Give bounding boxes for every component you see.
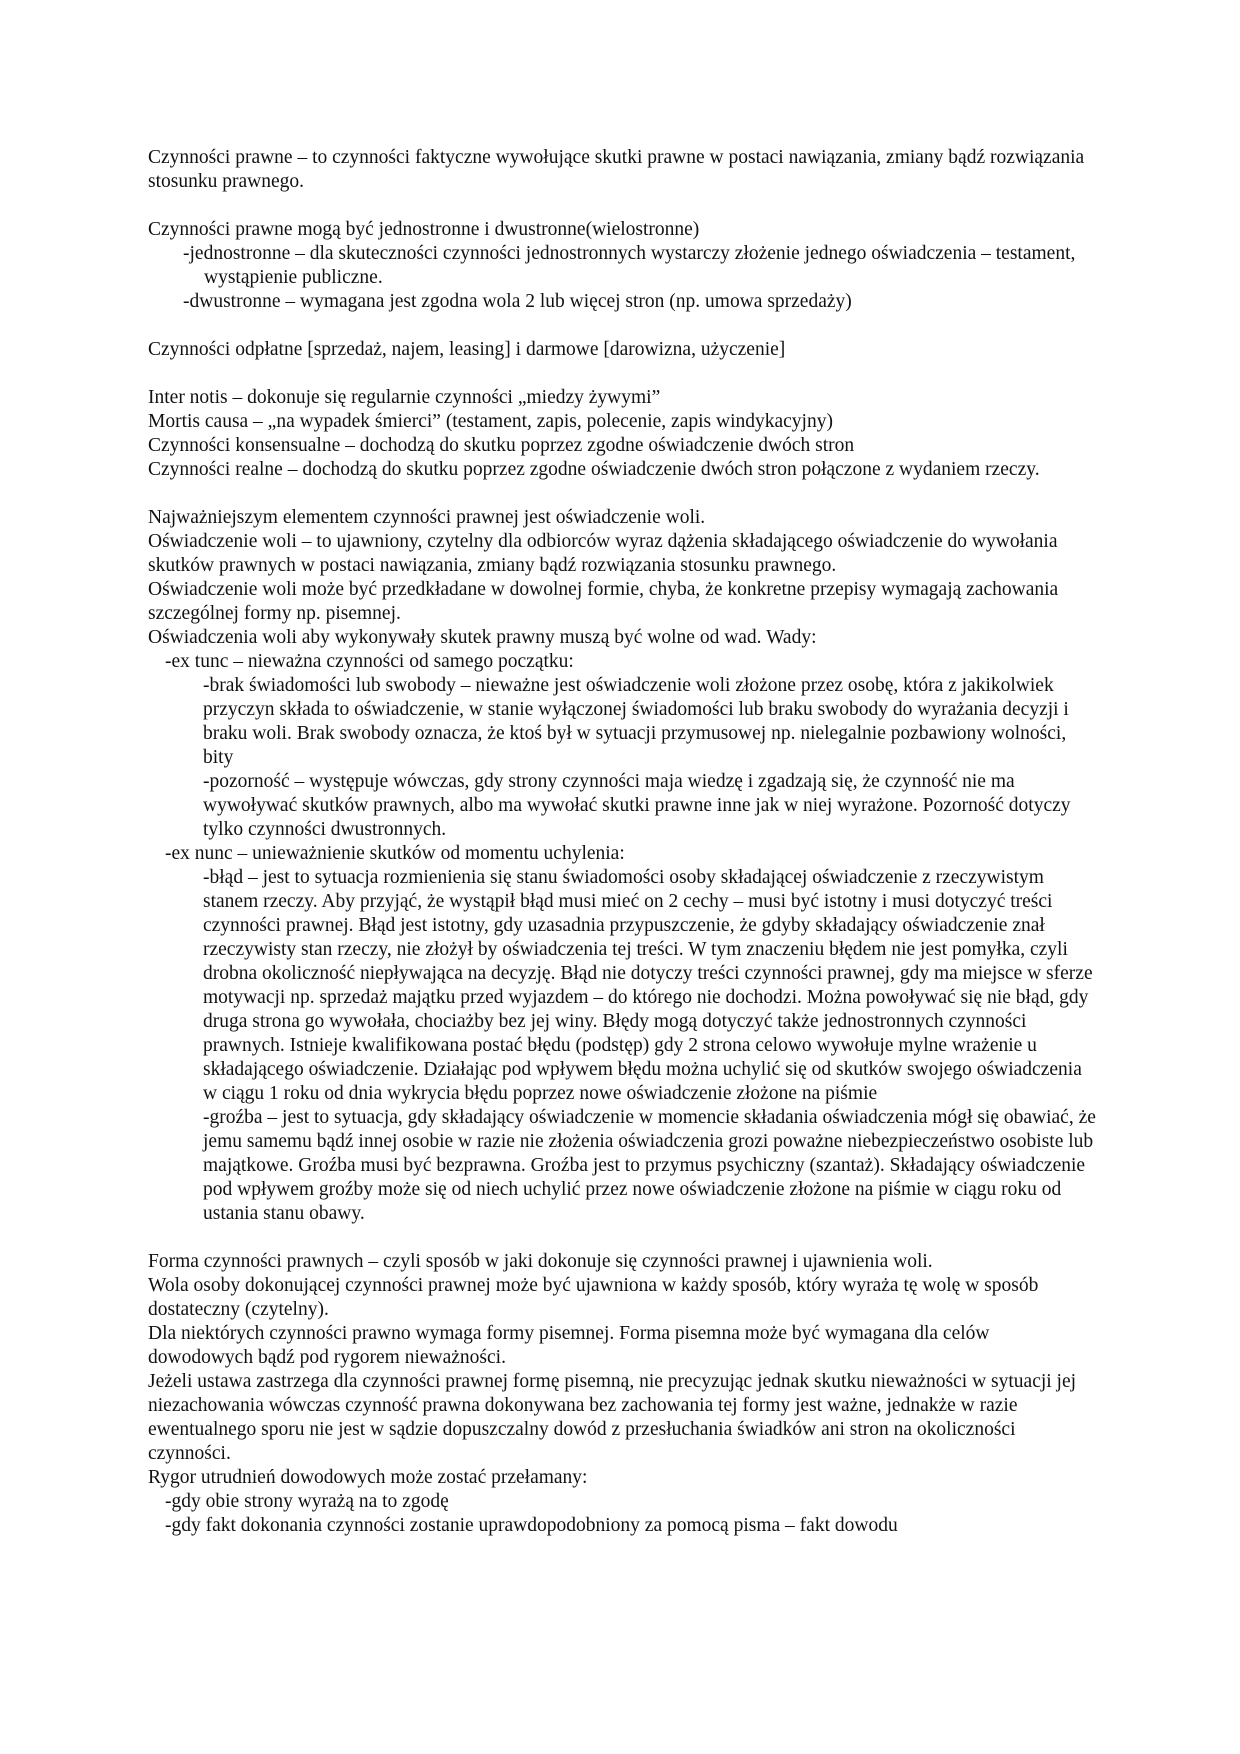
spacer bbox=[148, 314, 1098, 338]
line-forma-czynnosci: Forma czynności prawnych – czyli sposób w jaki dokonuje się czynności prawnej i ujawnienia woli. bbox=[148, 1251, 933, 1272]
line-wola-osoby: Wola osoby dokonującej czynności prawnej może być ujawniona w każdy sposób, który wyraża tę wolę w sposób dostateczny (czytelny). bbox=[148, 1275, 1039, 1320]
list-item-grozba: -groźba – jest to sytuacja, gdy składający oświadczenie w momencie składania oświadczenia mógł się obawiać, że jemu samemu bądź innej osobie w razie nie złożenia oświadczenia grozi poważne niebezpieczeństwo osobiste lub majątkowe. Groźba musi być bezprawna. Groźba jest to przymus psychiczny (szantaż). Składający oświadczenie pod wpływem groźby może się od niech uchylić przez nowe oświadczenie złożone na piśmie w ciągu roku od ustania stanu obawy. bbox=[203, 1107, 1096, 1224]
spacer bbox=[148, 194, 1098, 218]
document-page bbox=[148, 146, 1098, 1538]
list-item-blad: -błąd – jest to sytuacja rozmienienia się stanu świadomości osoby składającej oświadczenie z rzeczywistym stanem rzeczy. Aby przyjąć, że wystąpił błąd musi mieć on 2 cechy – musi być istotny i musi dotyczyć treści czynności prawnej. Błąd jest istotny, gdy uzasadnia przypuszczenie, że gdyby składający oświadczenie znał rzeczywisty stan rzeczy, nie złożył by oświadczenia tej treści. W tym znaczeniu błędem nie jest pomyłka, czyli drobna okoliczność niepływająca na decyzję. Błąd nie dotyczy treści czynności prawnej, gdy ma miejsce w sferze motywacji np. sprzedaż majątku przed wyjazdem – do którego nie dochodzi. Można powoływać się nie błąd, gdy druga strona go wywołała, chociażby bez jej winy. Błędy mogą dotyczyć także jednostronnych czynności prawnych. Istnieje kwalifikowana postać błędu (podstęp) gdy 2 strona celowo wywołuje mylne wrażenie u składającego oświadczenie. Działając pod wpływem błędu można uchylić się od skutków swojego oświadczenia w ciągu 1 roku od dnia wykrycia błędu poprzez nowe oświadczenie złożone na piśmie bbox=[203, 867, 1093, 1104]
paragraph-types-title: Czynności prawne mogą być jednostronne i dwustronne(wielostronne) bbox=[148, 219, 700, 240]
line-najwazniejszy: Najważniejszym elementem czynności prawnej jest oświadczenie woli. bbox=[148, 507, 706, 528]
spacer bbox=[148, 1226, 1098, 1250]
list-item-jednostronne: -jednostronne – dla skuteczności czynności jednostronnych wystarczy złożenie jednego oświadczenia – testament, wystąpienie publiczne. bbox=[183, 243, 1076, 288]
line-rygor: Rygor utrudnień dowodowych może zostać przełamany: bbox=[148, 1467, 588, 1488]
list-item-pozornosc: -pozorność – występuje wówczas, gdy strony czynności maja wiedzę i zgadzają się, że czynność nie ma wywoływać skutków prawnych, albo ma wywołać skutki prawne inne jak w niej wyrażone. Pozorność dotyczy tylko czynności dwustronnych. bbox=[203, 771, 1071, 840]
line-inter-notis: Inter notis – dokonuje się regularnie czynności „miedzy żywymi” bbox=[148, 387, 661, 408]
list-item-zgoda: -gdy obie strony wyrażą na to zgodę bbox=[165, 1491, 449, 1512]
spacer bbox=[148, 362, 1098, 386]
list-item-pismo: -gdy fakt dokonania czynności zostanie uprawdopodobniony za pomocą pisma – fakt dowodu bbox=[165, 1515, 898, 1536]
list-item-brak-swiadomosci: -brak świadomości lub swobody – nieważne jest oświadczenie woli złożone przez osobę, która z jakikolwiek przyczyn składa to oświadczenie, w stanie wyłączonej świadomości lub braku swobody do wyrażania decyzji i braku woli. Brak swobody oznacza, że ktoś był w sytuacji przymusowej np. nielegalnie pozbawiony wolności, bity bbox=[203, 675, 1069, 768]
paragraph-odplatne: Czynności odpłatne [sprzedaż, najem, leasing] i darmowe [darowizna, użyczenie] bbox=[148, 339, 786, 360]
list-item-ex-nunc: -ex nunc – unieważnienie skutków od momentu uchylenia: bbox=[165, 843, 625, 864]
line-konsensualne: Czynności konsensualne – dochodzą do skutku poprzez zgodne oświadczenie dwóch stron bbox=[148, 435, 855, 456]
paragraph-definition: Czynności prawne – to czynności faktyczne wywołujące skutki prawne w postaci nawiązania, zmiany bądź rozwiązania stosunku prawnego. bbox=[148, 147, 1085, 192]
line-forma-dowolna: Oświadczenie woli może być przedkładane w dowolnej formie, chyba, że konkretne przepisy wymagają zachowania szczególnej formy np. pisemnej. bbox=[148, 579, 1059, 624]
line-ustawa-zastrzega: Jeżeli ustawa zastrzega dla czynności prawnej formę pisemną, nie precyzując jednak skutku nieważności w sytuacji jej niezachowania wówczas czynność prawna dokonywana bez zachowania tej formy jest ważne, jednakże w razie ewentualnego sporu nie jest w sądzie dopuszczalny dowód z przesłuchania świadków ani stron na okoliczności czynności. bbox=[148, 1371, 1077, 1464]
line-oswiadczenie-woli: Oświadczenie woli – to ujawniony, czytelny dla odbiorców wyraz dążenia składającego oświadczenie do wywołania skutków prawnych w postaci nawiązania, zmiany bądź rozwiązania stosunku prawnego. bbox=[148, 531, 1058, 576]
spacer bbox=[148, 482, 1098, 506]
list-item-dwustronne: -dwustronne – wymagana jest zgodna wola 2 lub więcej stron (np. umowa sprzedaży) bbox=[183, 291, 852, 312]
line-forma-pisemna: Dla niektórych czynności prawno wymaga formy pisemnej. Forma pisemna może być wymagana dla celów dowodowych bądź pod rygorem nieważności. bbox=[148, 1323, 990, 1368]
list-item-ex-tunc: -ex tunc – nieważna czynności od samego początku: bbox=[165, 651, 574, 672]
line-realne: Czynności realne – dochodzą do skutku poprzez zgodne oświadczenie dwóch stron połączone z wydaniem rzeczy. bbox=[148, 459, 1040, 480]
line-mortis-causa: Mortis causa – „na wypadek śmierci” (testament, zapis, polecenie, zapis windykacyjny) bbox=[148, 411, 833, 432]
line-wady: Oświadczenia woli aby wykonywały skutek prawny muszą być wolne od wad. Wady: bbox=[148, 627, 817, 648]
